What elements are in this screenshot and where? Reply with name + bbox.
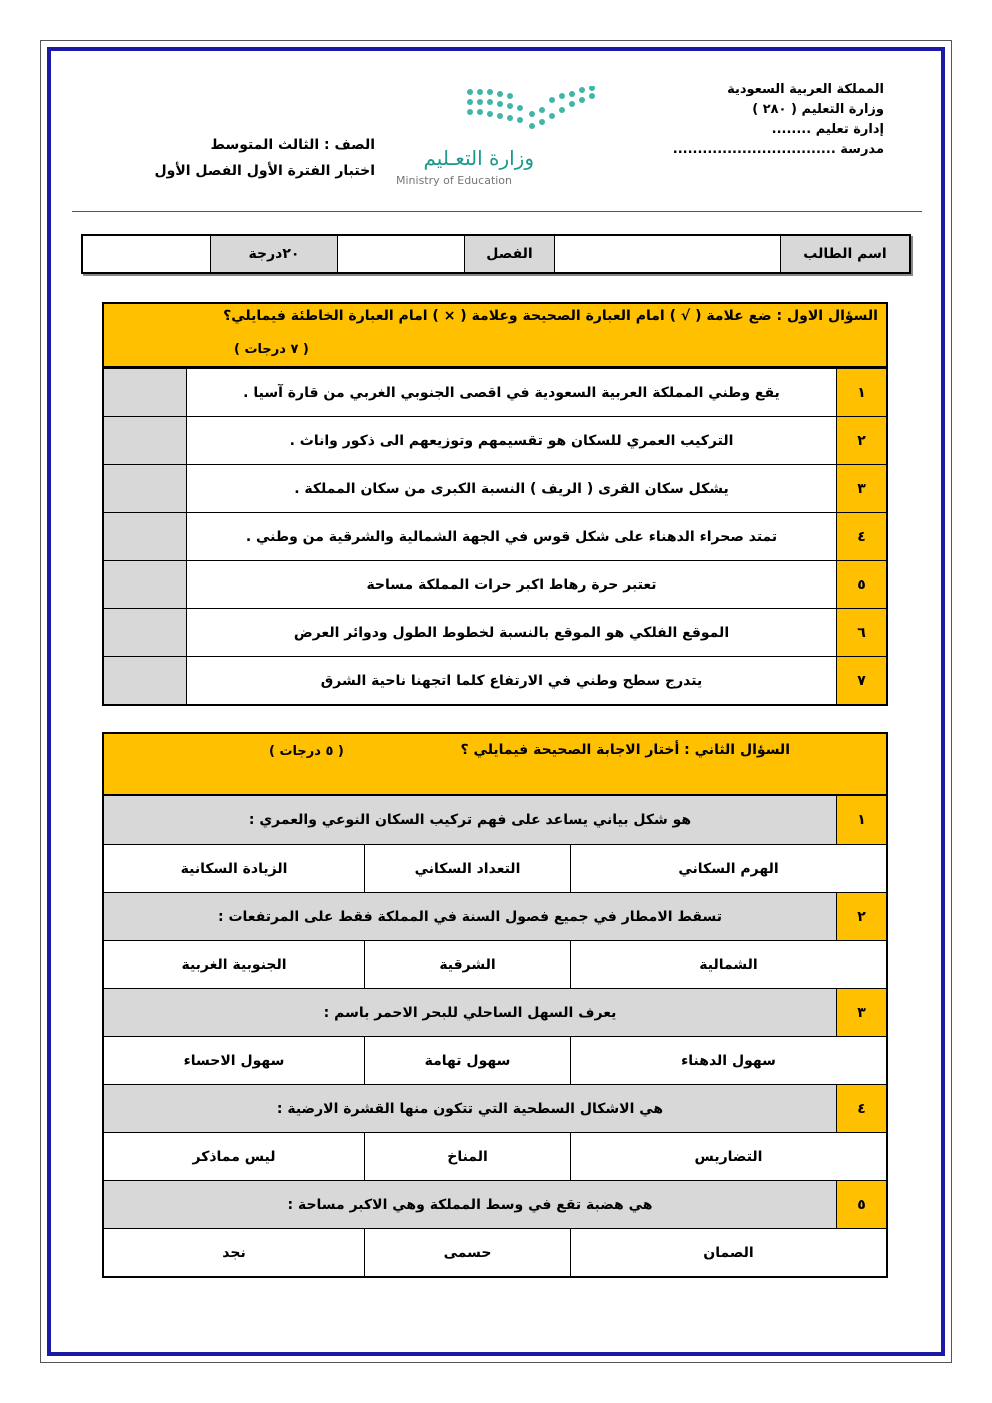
item-number: ٣ xyxy=(836,989,886,1036)
ministry-line: وزارة التعليم ( ٢٨٠ ) xyxy=(752,102,884,117)
answer-cell[interactable] xyxy=(104,465,186,512)
statement-text: التركيب العمري للسكان هو تقسيمهم وتوزيعهم الى ذكور واناث . xyxy=(186,417,836,464)
directorate-line: إدارة تعليم ........ xyxy=(771,122,884,137)
logo-english-text: Ministry of Education xyxy=(396,174,513,187)
answer-cell[interactable] xyxy=(104,561,186,608)
options-row xyxy=(104,1036,886,1084)
stem-text: هي هضبة تقع في وسط المملكة وهي الاكبر مساحة : xyxy=(104,1181,836,1228)
school-line: مدرسة ................................. xyxy=(672,142,884,157)
option-c[interactable]: سهول الاحساء xyxy=(183,1052,285,1069)
statement-text: الموقع الفلكي هو الموقع بالنسبة لخطوط الطول ودوائر العرض xyxy=(186,609,836,656)
score-field[interactable] xyxy=(83,236,210,272)
options-row xyxy=(104,844,886,892)
option-b[interactable]: المناخ xyxy=(364,1133,570,1180)
stem-text: هو شكل بياني يساعد على فهم تركيب السكان النوعي والعمري : xyxy=(104,796,836,844)
item-number: ٣ xyxy=(836,465,886,512)
table-row xyxy=(104,368,886,416)
question-1-header xyxy=(104,304,886,368)
logo-arabic-text: وزارة التعـليم xyxy=(423,146,534,170)
item-number: ٧ xyxy=(836,657,886,704)
answer-cell[interactable] xyxy=(104,513,186,560)
statement-text: تعتبر حرة رهاط اكبر حرات المملكة مساحة xyxy=(186,561,836,608)
stem-text: يعرف السهل الساحلي للبحر الاحمر باسم : xyxy=(104,989,836,1036)
school-info xyxy=(624,80,884,160)
class-label: الفصل xyxy=(464,236,554,272)
statement-text: تمتد صحراء الدهناء على شكل قوس في الجهة الشمالية والشرقية من وطني . xyxy=(186,513,836,560)
option-c[interactable]: الجنوبية الغربية xyxy=(181,956,287,973)
student-name-label: اسم الطالب xyxy=(780,236,909,272)
stem-text: هي الاشكال السطحية التي تتكون منها القشرة الارضية : xyxy=(104,1085,836,1132)
question-2-marks: ( ٥ درجات ) xyxy=(269,744,344,759)
class-field[interactable] xyxy=(337,236,464,272)
option-c[interactable]: الزيادة السكانية xyxy=(180,860,288,877)
question-1-table xyxy=(102,302,888,706)
exam-info xyxy=(130,132,375,184)
table-row xyxy=(104,656,886,704)
question-1-title: السؤال الاول : ضع علامة ( √ ) امام العبارة الصحيحة وعلامة ( × ) امام العبارة الخاطئة فيمايلي؟ xyxy=(223,308,878,324)
item-number: ٢ xyxy=(836,893,886,940)
ministry-logo xyxy=(392,86,612,192)
question-stem-row xyxy=(104,796,886,844)
table-row xyxy=(104,464,886,512)
option-b[interactable]: حسمى xyxy=(364,1229,570,1276)
item-number: ١ xyxy=(836,796,886,844)
question-stem-row xyxy=(104,892,886,940)
item-number: ٤ xyxy=(836,513,886,560)
table-row xyxy=(104,560,886,608)
option-b[interactable]: التعداد السكاني xyxy=(364,845,570,892)
item-number: ٦ xyxy=(836,609,886,656)
score-label: ٢٠درجة xyxy=(210,236,337,272)
answer-cell[interactable] xyxy=(104,417,186,464)
question-2-title: السؤال الثاني : أختار الاجابة الصحيحة فيمايلي ؟ xyxy=(460,742,790,758)
student-name-field[interactable] xyxy=(554,236,780,272)
grade-line: الصف : الثالث المتوسط xyxy=(210,137,375,153)
answer-cell[interactable] xyxy=(104,369,186,416)
question-stem-row xyxy=(104,1084,886,1132)
option-b[interactable]: الشرقية xyxy=(364,941,570,988)
option-a[interactable]: الشمالية xyxy=(570,941,886,988)
question-stem-row xyxy=(104,988,886,1036)
statement-text: يقع وطني المملكة العربية السعودية في اقصى الجنوبي الغربي من قارة آسيا . xyxy=(186,369,836,416)
option-a[interactable]: سهول الدهناء xyxy=(570,1037,886,1084)
answer-cell[interactable] xyxy=(104,657,186,704)
option-c[interactable]: ليس مماذكر xyxy=(192,1148,276,1165)
item-number: ٥ xyxy=(836,561,886,608)
option-a[interactable]: الهرم السكاني xyxy=(570,845,886,892)
country-line: المملكة العربية السعودية xyxy=(727,82,884,97)
question-stem-row xyxy=(104,1180,886,1228)
item-number: ٢ xyxy=(836,417,886,464)
student-info-row xyxy=(81,234,911,274)
table-row xyxy=(104,416,886,464)
option-c[interactable]: نجد xyxy=(222,1244,246,1261)
exam-title-line: اختبار الفترة الأول الفصل الأول xyxy=(154,163,375,179)
item-number: ٥ xyxy=(836,1181,886,1228)
question-2-header xyxy=(104,734,886,796)
item-number: ٤ xyxy=(836,1085,886,1132)
question-1-marks: ( ٧ درجات ) xyxy=(234,342,309,357)
table-row xyxy=(104,608,886,656)
option-b[interactable]: سهول تهامة xyxy=(364,1037,570,1084)
logo-dots-icon xyxy=(462,86,602,136)
statement-text: يشكل سكان القرى ( الريف ) النسبة الكبرى من سكان المملكة . xyxy=(186,465,836,512)
table-row xyxy=(104,512,886,560)
options-row xyxy=(104,1228,886,1276)
options-row xyxy=(104,940,886,988)
option-a[interactable]: التضاريس xyxy=(570,1133,886,1180)
options-row xyxy=(104,1132,886,1180)
header-divider xyxy=(72,211,922,212)
item-number: ١ xyxy=(836,369,886,416)
stem-text: تسقط الامطار في جميع فصول السنة في المملكة فقط على المرتفعات : xyxy=(104,893,836,940)
option-a[interactable]: الصمان xyxy=(570,1229,886,1276)
answer-cell[interactable] xyxy=(104,609,186,656)
statement-text: يتدرج سطح وطني في الارتفاع كلما اتجهنا ناحية الشرق xyxy=(186,657,836,704)
question-2-table xyxy=(102,732,888,1278)
